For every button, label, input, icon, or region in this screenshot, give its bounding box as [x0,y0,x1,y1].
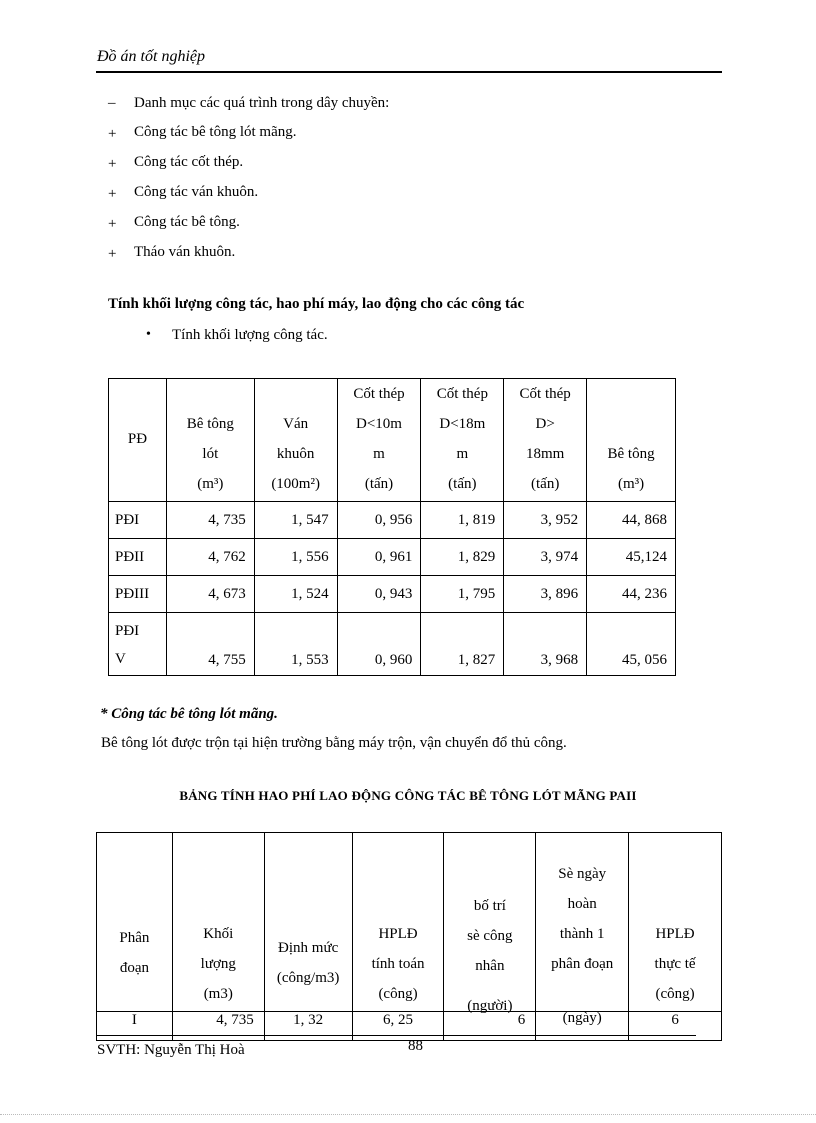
col-header-rebar-over-18: Cốt thép D> 18mm (tấn) [504,379,587,502]
footer-author: SVTH: Nguyễn Thị Hoà [97,1042,245,1058]
col-header-rebar-d10: Cốt thép D<10m m (tấn) [337,379,421,502]
table-cell: PĐI [109,502,167,539]
col-header-concrete: Bê tông (m³) [587,379,676,502]
paragraph: Bê tông lót được trộn tại hiện trường bằng máy trộn, vận chuyển đổ thủ công. [101,735,567,751]
table-cell: 0, 960 [337,613,421,676]
process-marker: + [108,156,117,172]
table-cell: 45, 056 [587,613,676,676]
table-cell: 3, 952 [504,502,587,539]
process-marker: + [108,126,117,142]
table-cell: 0, 961 [337,539,421,576]
document-header-title: Đồ án tốt nghiệp [97,48,205,65]
table-cell: PĐIII [109,576,167,613]
table-cell: 4, 762 [166,539,254,576]
col-header-volume: Khối lượng (m3) [172,833,264,1012]
col-header-segment: Phân đoạn [97,833,173,1012]
intro-line: Danh mục các quá trình trong dây chuyền: [134,95,390,111]
table-cell: 4, 735 [166,502,254,539]
process-item: Tháo ván khuôn. [134,244,236,260]
table-row [109,576,676,613]
table-cell: 3, 974 [504,539,587,576]
page-edge [0,1114,816,1115]
table-cell: 44, 868 [587,502,676,539]
table-cell: 0, 956 [337,502,421,539]
process-marker: + [108,216,117,232]
col-header-formwork: Ván khuôn (100m²) [254,379,337,502]
footer-rule [96,1035,696,1036]
labor-table-header-row [97,833,722,1012]
bullet-text: Tính khối lượng công tác. [172,327,328,343]
col-header-norm: Định mức (công/m3) [264,833,352,1012]
header-rule [96,71,722,73]
bullet-marker: • [146,327,151,342]
col-header-workers: bố trí sè công nhân (người) [444,833,536,1012]
table-cell: 1, 829 [421,539,504,576]
table-cell: 6, 25 [352,1012,444,1041]
table-cell: 6 [629,1012,722,1041]
process-item: Công tác ván khuôn. [134,184,259,200]
table-cell: 45,124 [587,539,676,576]
table-cell: 1, 524 [254,576,337,613]
table-cell: 1, 32 [264,1012,352,1041]
table-row [109,502,676,539]
volume-table-header-row [109,379,676,502]
table-cell: 6 [444,1012,536,1041]
col-header-rebar-d18: Cốt thép D<18m m (tấn) [421,379,504,502]
table-cell: 1, 819 [421,502,504,539]
table-cell: PĐII [109,539,167,576]
table-cell: 3, 968 [504,613,587,676]
table-row [109,539,676,576]
table-row [97,1012,722,1041]
table-cell: 1, 827 [421,613,504,676]
table-cell: 4, 735 [172,1012,264,1041]
process-marker: + [108,186,117,202]
col-header-pd: PĐ [109,379,167,502]
table-cell: 1, 547 [254,502,337,539]
process-item: Công tác cốt thép. [134,154,244,170]
process-item: Công tác bê tông lót mãng. [134,124,297,140]
section-heading: Tính khối lượng công tác, hao phí máy, lao động cho các công tác [108,296,525,312]
table-cell: 4, 755 [166,613,254,676]
labor-table-title: BẢNG TÍNH HAO PHÍ LAO ĐỘNG CÔNG TÁC BÊ TÔNG LÓT MÃNG PAII [179,788,637,803]
intro-dash-marker: – [108,95,116,111]
col-header-actual-labor: HPLĐ thực tế (công) [629,833,722,1012]
col-header-lean-concrete: Bê tông lót (m³) [166,379,254,502]
volume-table [108,378,676,676]
table-row [109,613,676,676]
subheading: * Công tác bê tông lót mãng. [100,706,278,722]
process-marker: + [108,246,117,262]
table-cell: PĐI V [109,613,167,676]
table-cell: I [97,1012,173,1041]
table-cell: 3, 896 [504,576,587,613]
table-cell: 44, 236 [587,576,676,613]
table-cell: 0, 943 [337,576,421,613]
col-header-days: Sè ngày hoàn thành 1 phân đoạn (ngày) [536,833,629,1012]
table-cell: 4, 673 [166,576,254,613]
page-number: 88 [408,1038,423,1054]
process-item: Công tác bê tông. [134,214,240,230]
table-cell: 1, 795 [421,576,504,613]
col-header-calc-labor: HPLĐ tính toán (công) [352,833,444,1012]
table-cell: 1, 553 [254,613,337,676]
table-cell: 1, 556 [254,539,337,576]
labor-table [96,832,722,1041]
